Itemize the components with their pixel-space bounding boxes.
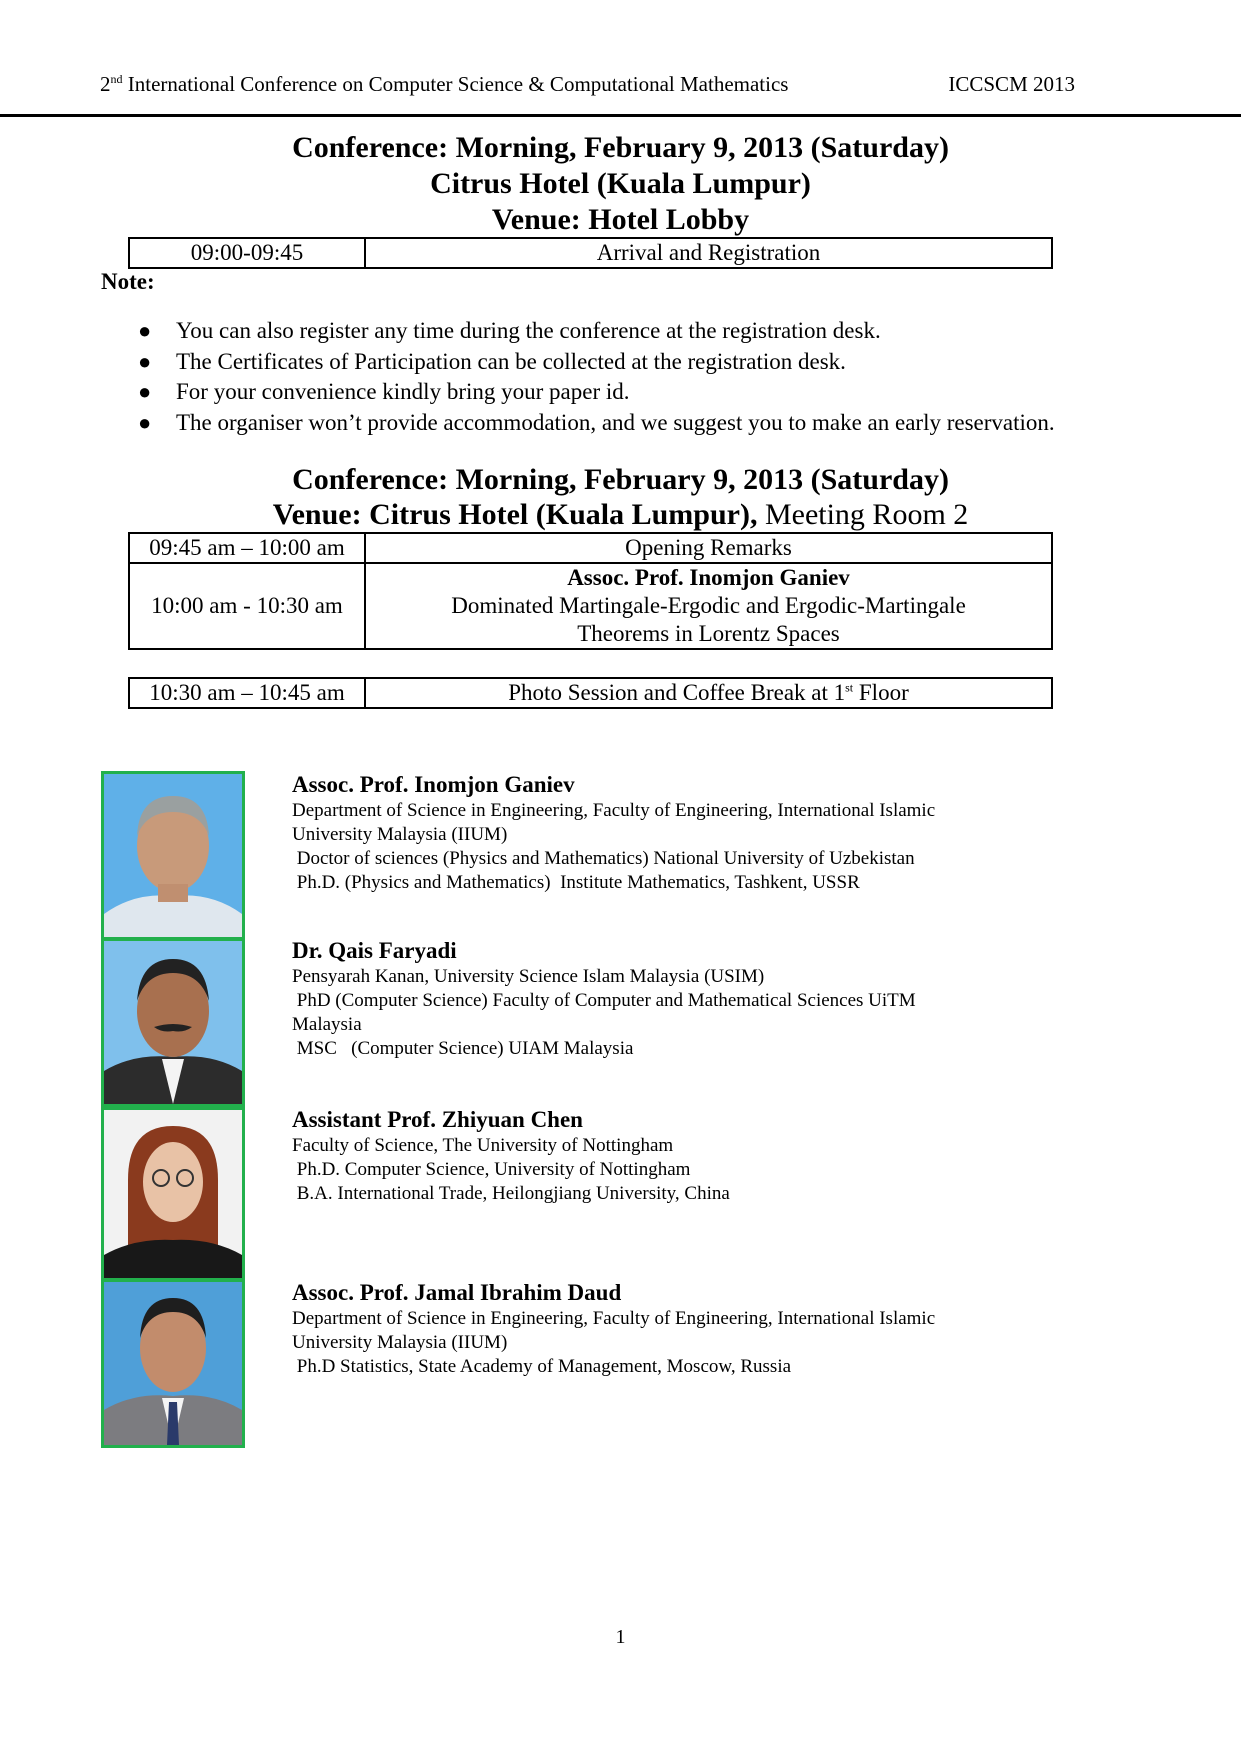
running-header [100, 72, 1080, 102]
table-row [129, 238, 1052, 268]
section1-heading-line2: Citrus Hotel (Kuala Lumpur) [430, 167, 811, 200]
speaker-photo-daud [101, 1279, 245, 1448]
table-row [129, 563, 1052, 649]
bio-line: Department of Science in Engineering, Faculty of Engineering, International Islamic [292, 800, 936, 821]
page-number: 1 [615, 1626, 626, 1648]
bio-line: Department of Science in Engineering, Faculty of Engineering, International Islamic [292, 1308, 936, 1329]
speaker-photo-faryadi [101, 938, 245, 1107]
bio-line: Pensyarah Kanan, University Science Islam Malaysia (USIM) [292, 966, 765, 987]
list-item: ● For your convenience kindly bring your paper id. [130, 377, 1230, 408]
note-list [130, 316, 1230, 438]
section2-heading-line1: Conference: Morning, February 9, 2013 (Saturday) [292, 463, 949, 496]
conference-code: ICCSCM 2013 [948, 72, 1075, 96]
row-time: 10:00 am - 10:30 am [129, 563, 365, 649]
bio-line: B.A. International Trade, Heilongjiang University, China [292, 1183, 730, 1204]
portrait-image [104, 941, 242, 1104]
speaker-bio [292, 1106, 1052, 1206]
talk-title-line1: Dominated Martingale-Ergodic and Ergodic-Martingale [451, 593, 966, 618]
speaker-bio [292, 1279, 1052, 1379]
session-table [128, 532, 1053, 650]
bio-line: Faculty of Science, The University of Nottingham [292, 1135, 674, 1156]
list-item: ● The organiser won’t provide accommodation, and we suggest you to make an early reservation. [130, 408, 1230, 439]
bio-line: Malaysia [292, 1014, 362, 1035]
row-event: Opening Remarks [365, 533, 1052, 563]
row-time: 09:00-09:45 [129, 238, 365, 268]
bullet-icon: ● [138, 318, 152, 343]
portrait-image [104, 1282, 242, 1445]
talk-speaker: Assoc. Prof. Inomjon Ganiev [567, 565, 850, 590]
bullet-icon: ● [138, 409, 152, 435]
conference-title: 2nd International Conference on Computer Science & Computational Mathematics [100, 72, 789, 96]
table-row [129, 533, 1052, 563]
bio-line: University Malaysia (IIUM) [292, 1332, 508, 1353]
break-table [128, 677, 1053, 709]
row-time: 10:30 am – 10:45 am [129, 678, 365, 708]
speaker-bio [292, 937, 1052, 1061]
speaker-photo-ganiev [101, 771, 245, 940]
header-divider [0, 114, 1241, 117]
note-label: Note: [101, 269, 155, 294]
registration-table [128, 237, 1053, 269]
table-row [129, 678, 1052, 708]
section1-heading-venue: Venue: Hotel Lobby [491, 203, 750, 236]
portrait-image [104, 1110, 242, 1278]
speaker-bio [292, 771, 1052, 895]
bio-line: University Malaysia (IIUM) [292, 824, 508, 845]
bio-line: PhD (Computer Science) Faculty of Computer and Mathematical Sciences UiTM [292, 990, 916, 1011]
bio-line: Ph.D. (Physics and Mathematics) Institute Mathematics, Tashkent, USSR [292, 872, 860, 893]
section1-heading-line1: Conference: Morning, February 9, 2013 (Saturday) [292, 131, 949, 164]
bio-line: MSC (Computer Science) UIAM Malaysia [292, 1038, 634, 1059]
speaker-name: Assoc. Prof. Jamal Ibrahim Daud [292, 1280, 622, 1305]
portrait-image [104, 774, 242, 937]
row-event: Arrival and Registration [365, 238, 1052, 268]
list-item: ● You can also register any time during the conference at the registration desk. [130, 316, 1230, 347]
speaker-name: Dr. Qais Faryadi [292, 938, 457, 963]
row-event: Photo Session and Coffee Break at 1st Floor [365, 678, 1052, 708]
section2-heading-venue: Venue: Citrus Hotel (Kuala Lumpur), Meeting Room 2 [272, 498, 969, 531]
bullet-icon: ● [138, 379, 152, 404]
bullet-icon: ● [138, 348, 152, 374]
row-time: 09:45 am – 10:00 am [129, 533, 365, 563]
speaker-name: Assistant Prof. Zhiyuan Chen [292, 1107, 583, 1132]
row-talk [365, 563, 1052, 649]
speaker-photo-chen [101, 1107, 245, 1281]
bio-line: Doctor of sciences (Physics and Mathematics) National University of Uzbekistan [292, 848, 915, 869]
bio-line: Ph.D. Computer Science, University of Nottingham [292, 1159, 691, 1180]
talk-title-line2: Theorems in Lorentz Spaces [577, 621, 840, 646]
bio-line: Ph.D Statistics, State Academy of Management, Moscow, Russia [292, 1356, 792, 1377]
speaker-name: Assoc. Prof. Inomjon Ganiev [292, 772, 575, 797]
list-item: ● The Certificates of Participation can be collected at the registration desk. [130, 347, 1230, 378]
